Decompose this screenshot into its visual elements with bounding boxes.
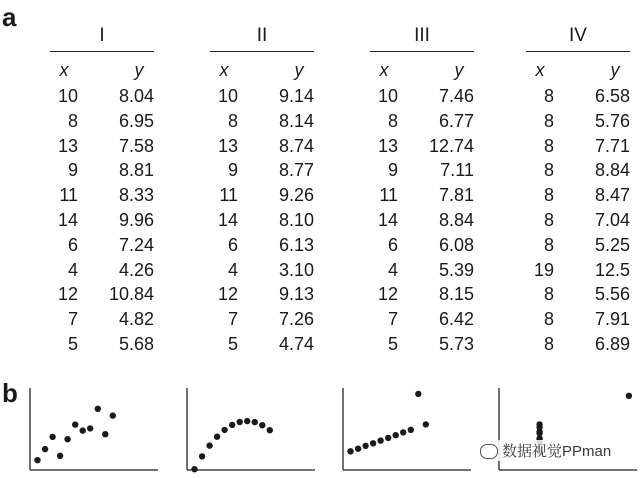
x-header: x	[535, 60, 545, 80]
x-value: 8	[543, 160, 554, 181]
y-value: 8.84	[594, 160, 630, 181]
y-value: 4.82	[118, 309, 154, 330]
y-value: 8.81	[118, 160, 154, 181]
x-value: 12	[57, 284, 78, 305]
data-point	[362, 443, 368, 449]
y-value: 4.74	[278, 333, 314, 354]
data-point	[536, 429, 542, 435]
panel-label-b: b	[2, 378, 18, 408]
data-point	[221, 427, 227, 433]
y-value: 4.26	[118, 259, 154, 280]
data-point	[237, 419, 243, 425]
x-value: 5	[387, 333, 398, 354]
data-point	[347, 448, 353, 454]
y-value: 5.68	[118, 333, 154, 354]
x-value: 8	[543, 333, 554, 354]
y-value: 7.24	[118, 234, 154, 255]
x-value: 4	[227, 259, 238, 280]
y-value: 7.71	[594, 135, 630, 156]
y-value: 8.15	[438, 284, 474, 305]
y-value: 5.56	[594, 284, 630, 305]
x-value: 9	[227, 160, 238, 181]
x-value: 7	[387, 309, 398, 330]
watermark-text: 数据视觉PPman	[502, 443, 612, 460]
y-value: 7.81	[438, 185, 474, 206]
y-value: 7.91	[594, 309, 630, 330]
y-header: y	[610, 60, 620, 80]
x-value: 11	[379, 185, 398, 206]
data-point	[259, 422, 265, 428]
y-value: 5.76	[594, 110, 630, 131]
x-value: 8	[543, 110, 554, 131]
x-value: 8	[543, 135, 554, 156]
y-value: 5.39	[438, 259, 474, 280]
data-point	[199, 453, 205, 459]
x-value: 9	[387, 160, 398, 181]
x-value: 14	[217, 209, 238, 230]
data-point	[64, 436, 70, 442]
y-value: 6.89	[594, 333, 630, 354]
wechat-icon	[480, 444, 498, 459]
x-value: 13	[217, 135, 238, 156]
x-value: 12	[217, 284, 238, 305]
y-value: 3.10	[278, 259, 314, 280]
watermark	[478, 440, 613, 461]
y-value: 7.26	[278, 309, 314, 330]
data-point	[49, 434, 55, 440]
y-value: 8.47	[594, 185, 630, 206]
data-point	[355, 446, 361, 452]
data-point	[191, 466, 197, 472]
y-value: 8.04	[118, 86, 154, 106]
dataset-title: IV	[569, 25, 587, 46]
x-value: 8	[67, 110, 78, 131]
x-value: 8	[227, 110, 238, 131]
x-value: 6	[227, 234, 238, 255]
data-point	[42, 446, 48, 452]
x-value: 8	[543, 284, 554, 305]
data-point	[206, 442, 212, 448]
data-point	[72, 421, 78, 427]
y-value: 6.77	[438, 110, 474, 131]
data-point	[95, 406, 101, 412]
x-value: 10	[377, 86, 398, 106]
x-value: 6	[387, 234, 398, 255]
data-point	[393, 432, 399, 438]
y-value: 12.5	[594, 259, 630, 280]
y-value: 8.10	[278, 209, 314, 230]
y-value: 8.74	[278, 135, 314, 156]
dataset-title: II	[256, 25, 268, 46]
x-value: 9	[67, 160, 78, 181]
y-value: 8.14	[278, 110, 314, 131]
data-point	[244, 418, 250, 424]
x-header: x	[59, 60, 69, 80]
x-value: 11	[219, 185, 238, 206]
y-header: y	[134, 60, 144, 80]
x-value: 10	[217, 86, 238, 106]
y-value: 12.74	[428, 135, 474, 156]
data-point	[267, 427, 273, 433]
x-value: 14	[377, 209, 398, 230]
y-value: 6.42	[438, 309, 474, 330]
x-value: 4	[67, 259, 78, 280]
x-value: 8	[543, 185, 554, 206]
x-header: x	[219, 60, 229, 80]
data-point	[626, 393, 632, 399]
dataset-title: I	[99, 25, 105, 46]
data-point	[87, 425, 93, 431]
x-value: 13	[57, 135, 78, 156]
y-value: 6.95	[118, 110, 154, 131]
y-value: 9.26	[278, 185, 314, 206]
y-value: 7.04	[594, 209, 630, 230]
x-value: 10	[57, 86, 78, 106]
y-value: 8.77	[278, 160, 314, 181]
y-value: 9.96	[118, 209, 154, 230]
data-point	[102, 431, 108, 437]
y-value: 5.73	[438, 333, 474, 354]
data-point	[34, 457, 40, 463]
y-value: 8.33	[118, 185, 154, 206]
y-value: 7.58	[118, 135, 154, 156]
y-header: y	[294, 60, 304, 80]
x-value: 12	[377, 284, 398, 305]
x-value: 7	[227, 309, 238, 330]
data-point	[385, 435, 391, 441]
scatter-plot-1	[30, 388, 158, 470]
y-value: 6.13	[278, 234, 314, 255]
x-value: 5	[227, 333, 238, 354]
x-value: 8	[543, 234, 554, 255]
y-value: 6.08	[438, 234, 474, 255]
panel-label-a: a	[2, 2, 17, 32]
data-point	[252, 419, 258, 425]
y-value: 10.84	[108, 284, 154, 305]
data-point	[370, 440, 376, 446]
data-point	[400, 429, 406, 435]
x-value: 8	[543, 86, 554, 106]
x-value: 6	[67, 234, 78, 255]
y-value: 8.84	[438, 209, 474, 230]
dataset-title: III	[414, 25, 430, 46]
scatter-plot-3	[343, 388, 471, 470]
x-value: 8	[543, 209, 554, 230]
x-value: 19	[533, 259, 554, 280]
y-value: 7.46	[438, 86, 474, 106]
x-value: 8	[387, 110, 398, 131]
y-value: 9.13	[278, 284, 314, 305]
x-value: 11	[59, 185, 78, 206]
x-value: 8	[543, 309, 554, 330]
data-point	[408, 427, 414, 433]
data-point	[423, 421, 429, 427]
y-value: 9.14	[278, 86, 314, 106]
data-point	[80, 427, 86, 433]
data-point	[110, 412, 116, 418]
data-point	[229, 422, 235, 428]
scatter-plot-2	[187, 388, 315, 472]
x-value: 13	[377, 135, 398, 156]
data-point	[377, 437, 383, 443]
x-value: 7	[67, 309, 78, 330]
data-point	[415, 391, 421, 397]
data-point	[214, 434, 220, 440]
y-header: y	[454, 60, 464, 80]
x-value: 14	[57, 209, 78, 230]
y-value: 6.58	[594, 86, 630, 106]
x-value: 4	[387, 259, 398, 280]
y-value: 5.25	[594, 234, 630, 255]
y-value: 7.11	[440, 160, 474, 181]
x-value: 5	[67, 333, 78, 354]
x-header: x	[379, 60, 389, 80]
data-point	[57, 453, 63, 459]
